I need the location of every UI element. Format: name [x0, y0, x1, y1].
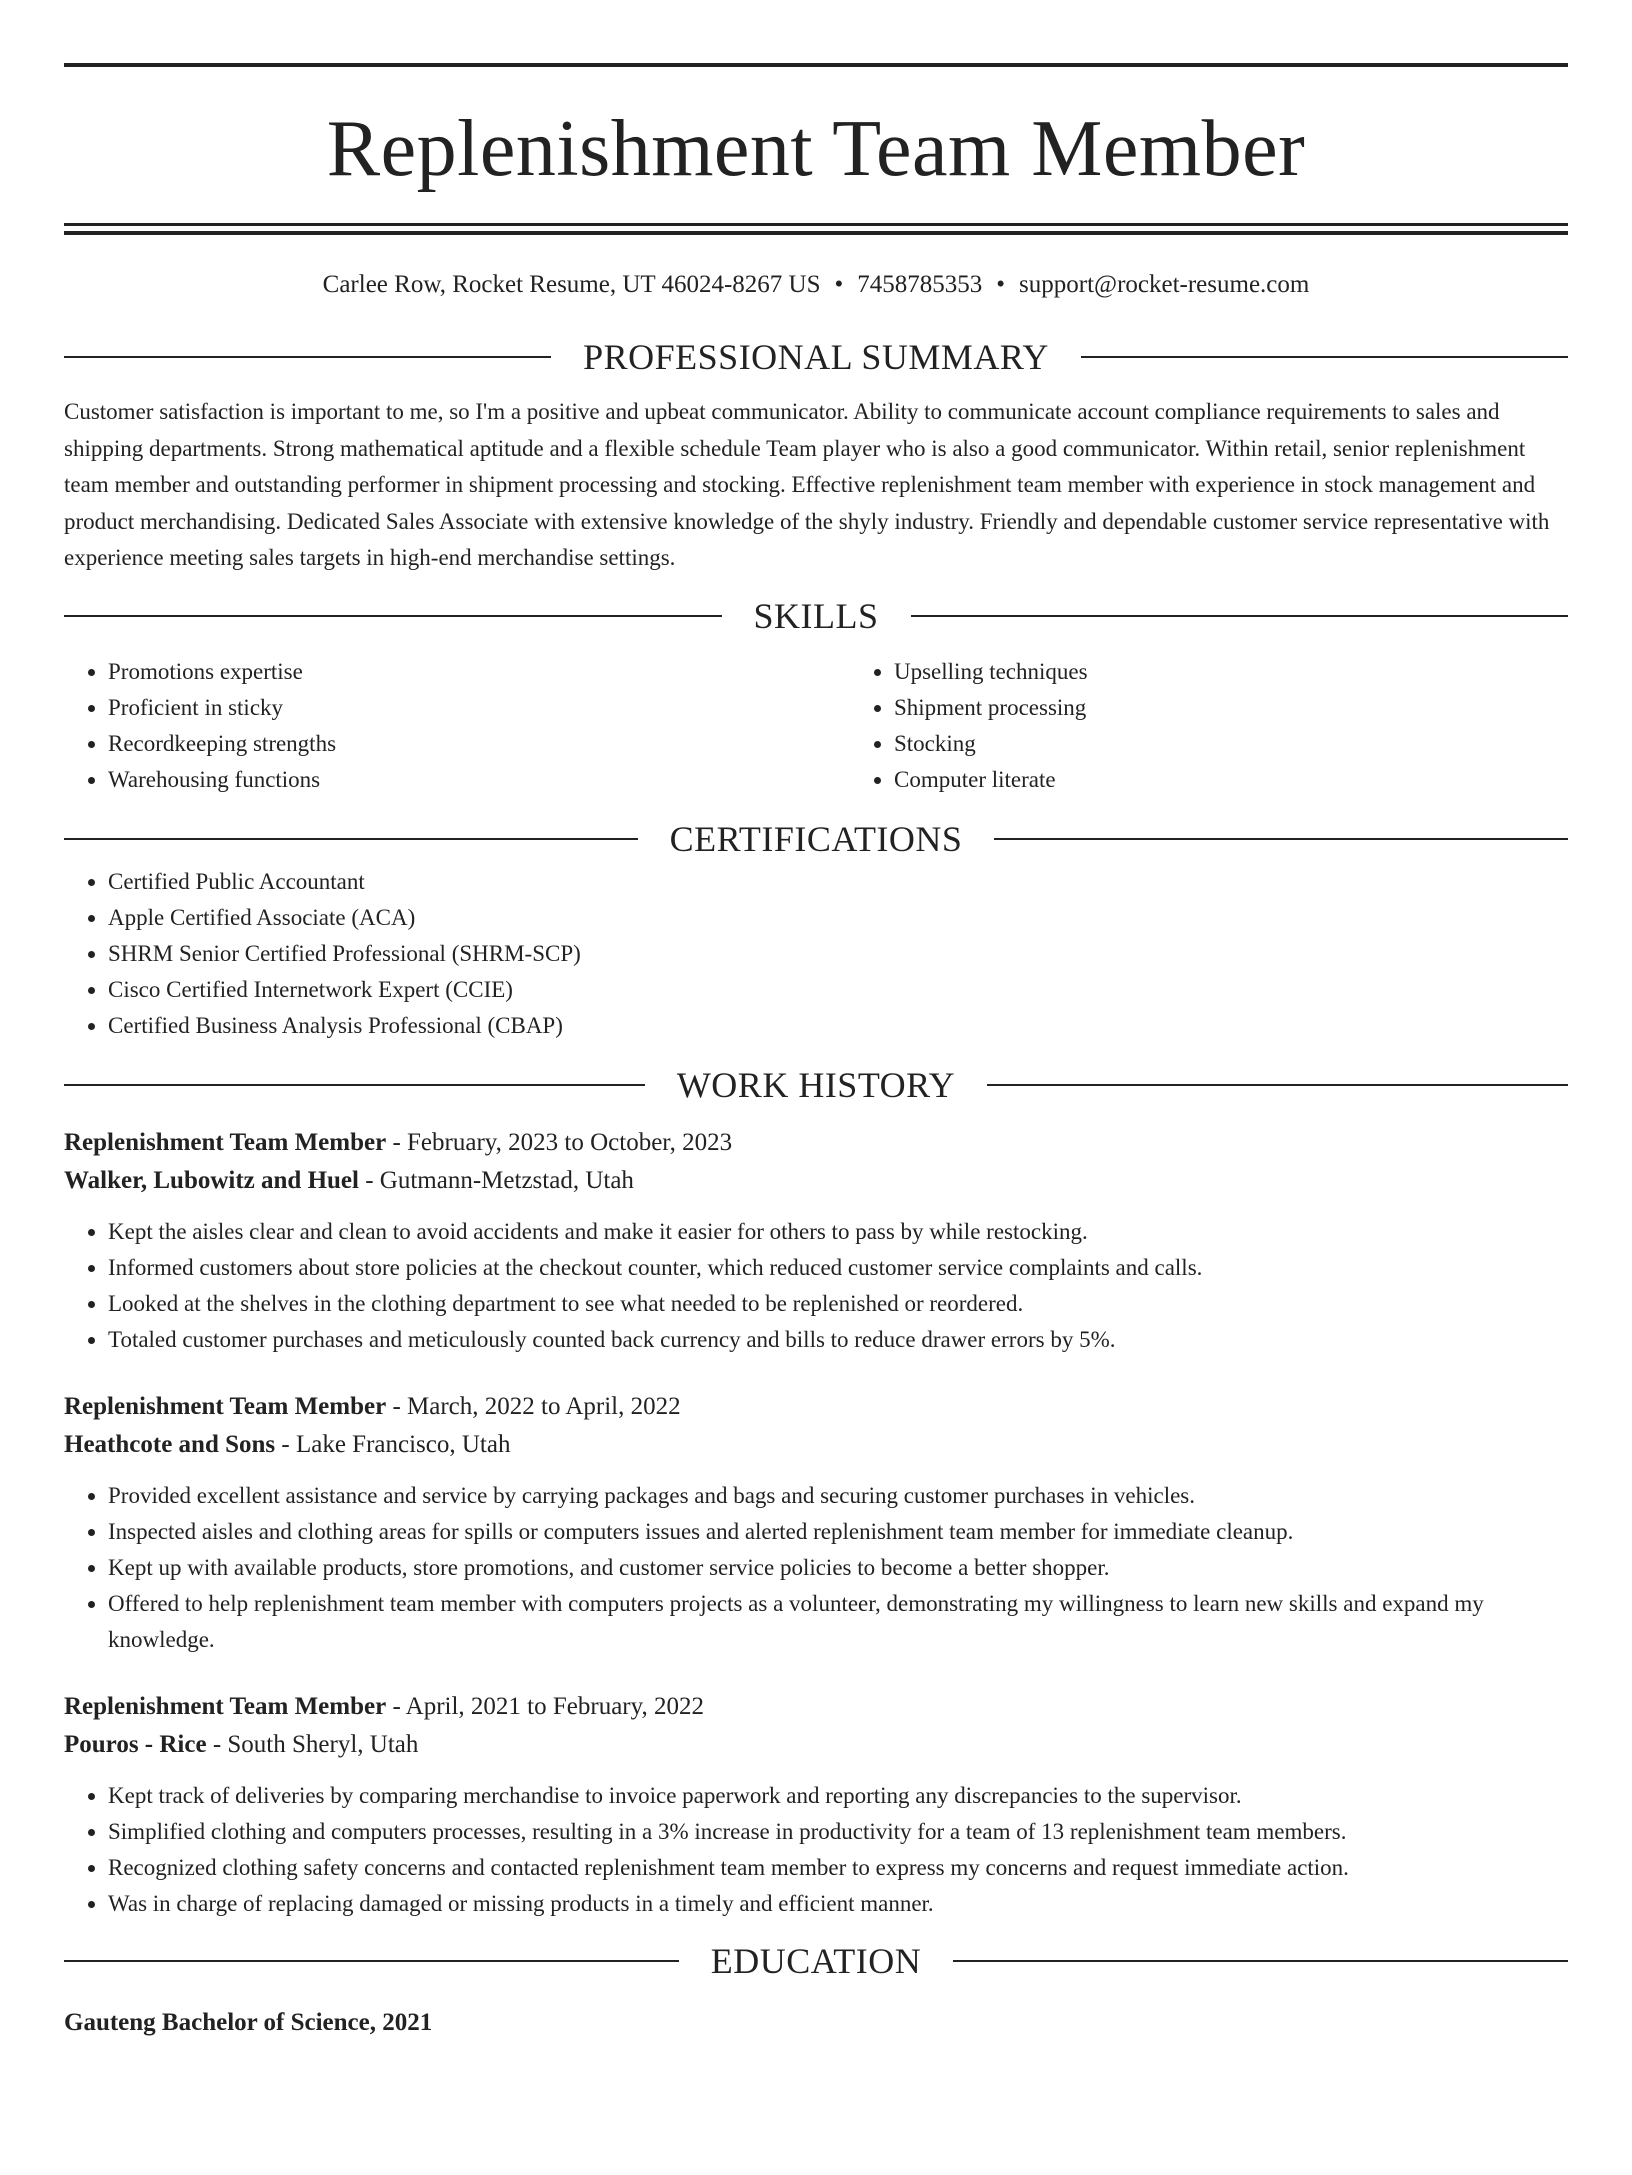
contact-address: Carlee Row, Rocket Resume, UT 46024-8267 US	[322, 271, 821, 298]
job-location: - Lake Francisco, Utah	[275, 1430, 511, 1458]
heading-rule	[994, 838, 1568, 840]
certification-item: • Apple Certified Associate (ACA)	[108, 900, 1568, 936]
skills-list-left	[64, 654, 850, 798]
skills-columns	[64, 654, 1568, 798]
job-company-line	[64, 1162, 1568, 1200]
job-bullet: • Totaled customer purchases and meticulously counted back currency and bills to reduce drawer errors by 5%.	[108, 1322, 1568, 1358]
certifications-heading	[64, 814, 1568, 864]
job-bullet: • Offered to help replenishment team member with computers projects as a volunteer, demonstrating my willingness to learn new skills and expand my knowledge.	[108, 1586, 1568, 1658]
education-heading	[64, 1936, 1568, 1986]
top-rule	[64, 63, 1568, 67]
skills-list-right	[850, 654, 1632, 798]
job-bullet: • Kept the aisles clear and clean to avoid accidents and make it easier for others to pass by while restocking.	[108, 1214, 1568, 1250]
contact-separator: •	[996, 271, 1006, 298]
skills-heading	[64, 591, 1568, 641]
skill-item: • Stocking	[894, 726, 1632, 762]
heading-rule	[64, 1960, 679, 1962]
summary-heading	[64, 332, 1568, 382]
job-dates: - March, 2022 to April, 2022	[386, 1392, 681, 1420]
certifications-list	[64, 864, 1568, 1044]
job-entry	[64, 1124, 1568, 1358]
resume-page	[0, 63, 1632, 2175]
job-dates: - April, 2021 to February, 2022	[386, 1692, 704, 1720]
job-bullet: • Recognized clothing safety concerns and contacted replenishment team member to express my concerns and request immediate action.	[108, 1850, 1568, 1886]
double-rule	[64, 223, 1568, 235]
summary-title: PROFESSIONAL SUMMARY	[583, 337, 1049, 377]
job-role: Replenishment Team Member	[64, 1392, 387, 1420]
job-location: - Gutmann-Metzstad, Utah	[358, 1166, 634, 1194]
job-bullet: • Inspected aisles and clothing areas for spills or computers issues and alerted replenishment team member for immediate cleanup.	[108, 1514, 1568, 1550]
job-bullets	[64, 1214, 1568, 1358]
heading-rule	[987, 1084, 1568, 1086]
job-bullet: • Was in charge of replacing damaged or missing products in a timely and efficient manner.	[108, 1886, 1568, 1922]
skill-item: • Warehousing functions	[108, 762, 850, 798]
certification-item: • Cisco Certified Internetwork Expert (CCIE)	[108, 972, 1568, 1008]
job-company: Walker, Lubowitz and Huel	[64, 1166, 359, 1194]
contact-line	[64, 268, 1568, 302]
job-role: Replenishment Team Member	[64, 1128, 387, 1156]
job-entry	[64, 1388, 1568, 1658]
job-role: Replenishment Team Member	[64, 1692, 387, 1720]
skill-item: • Recordkeeping strengths	[108, 726, 850, 762]
skill-item: • Shipment processing	[894, 690, 1632, 726]
contact-separator: •	[834, 271, 844, 298]
summary-text: Customer satisfaction is important to me, so I'm a positive and upbeat communicator. Ability to communicate account compliance requirements to sales and shipping departments. Strong mathematical aptitude and a flexible schedule Team player who is also a good communicator. Within retail, senior replenishment team member and outstanding performer in shipment processing and stocking. Effective replenishment team member with experience in stock management and product merchandising. Dedicated Sales Associate with extensive knowledge of the shyly industry. Friendly and dependable customer service representative with experience meeting sales targets in high-end merchandise settings.	[64, 399, 1550, 570]
certification-item: • Certified Public Accountant	[108, 864, 1568, 900]
heading-rule	[911, 615, 1569, 617]
skill-item: • Computer literate	[894, 762, 1632, 798]
certifications-title: CERTIFICATIONS	[669, 818, 963, 859]
contact-phone: 7458785353	[857, 271, 983, 298]
resume-title: Replenishment Team Member	[326, 105, 1306, 193]
heading-rule	[64, 1084, 645, 1086]
job-role-line	[64, 1388, 1568, 1426]
job-bullets	[64, 1478, 1568, 1658]
job-company: Pouros - Rice	[64, 1730, 207, 1758]
work-heading	[64, 1060, 1568, 1110]
job-entry	[64, 1688, 1568, 1922]
heading-rule	[64, 356, 551, 358]
education-title: EDUCATION	[710, 1940, 922, 1981]
job-bullet: • Kept track of deliveries by comparing merchandise to invoice paperwork and reporting any discrepancies to the supervisor.	[108, 1778, 1568, 1814]
job-bullet: • Kept up with available products, store promotions, and customer service policies to become a better shopper.	[108, 1550, 1568, 1586]
work-title: WORK HISTORY	[676, 1064, 956, 1105]
skills-title: SKILLS	[753, 595, 879, 636]
heading-rule	[64, 615, 722, 617]
job-company: Heathcote and Sons	[64, 1430, 276, 1458]
job-company-line	[64, 1726, 1568, 1764]
job-company-line	[64, 1426, 1568, 1464]
job-dates: - February, 2023 to October, 2023	[386, 1128, 733, 1156]
job-role-line	[64, 1124, 1568, 1162]
job-location: - South Sheryl, Utah	[206, 1730, 419, 1758]
education-degree: Gauteng Bachelor of Science, 2021	[64, 2008, 433, 2036]
job-bullet: • Simplified clothing and computers processes, resulting in a 3% increase in productivity for a team of 13 replenishment team members.	[108, 1814, 1568, 1850]
skill-item: • Promotions expertise	[108, 654, 850, 690]
job-role-line	[64, 1688, 1568, 1726]
certification-item: • SHRM Senior Certified Professional (SHRM-SCP)	[108, 936, 1568, 972]
heading-rule	[64, 838, 638, 840]
skill-item: • Upselling techniques	[894, 654, 1632, 690]
heading-rule	[1081, 356, 1568, 358]
job-bullets	[64, 1778, 1568, 1922]
heading-rule	[953, 1960, 1568, 1962]
job-bullet: • Looked at the shelves in the clothing department to see what needed to be replenished or reordered.	[108, 1286, 1568, 1322]
skill-item: • Proficient in sticky	[108, 690, 850, 726]
education-entry	[64, 2004, 1568, 2042]
contact-email[interactable]: support@rocket-resume.com	[1019, 271, 1310, 298]
job-bullet: • Informed customers about store policies at the checkout counter, which reduced customer service complaints and calls.	[108, 1250, 1568, 1286]
certification-item: • Certified Business Analysis Professional (CBAP)	[108, 1008, 1568, 1044]
job-bullet: • Provided excellent assistance and service by carrying packages and bags and securing customer purchases in vehicles.	[108, 1478, 1568, 1514]
